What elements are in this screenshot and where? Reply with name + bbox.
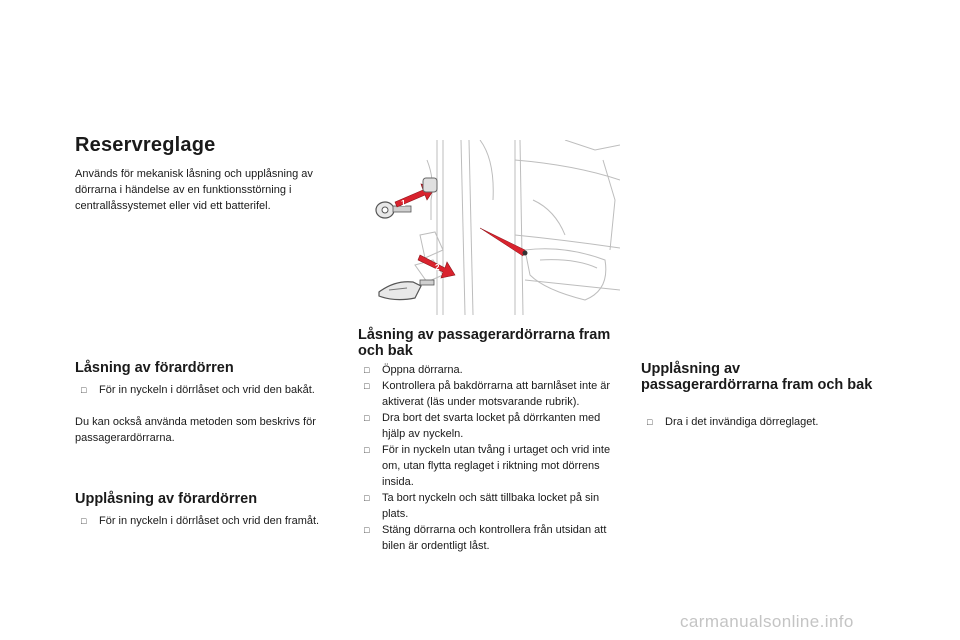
intro-text: Används för mekanisk låsning och upplåsning av dörrarna i händelse av en funktionsstörning i centrallåssystemet eller vid ett batterifel. bbox=[75, 168, 313, 212]
list-item: □ Kontrollera på bakdörrarna att barnlåset inte är aktiverat (läs under motsvarande rubrik). bbox=[364, 380, 611, 408]
bullet-icon: □ bbox=[364, 365, 370, 375]
list-item: □ Ta bort nyckeln och sätt tillbaka locket på sin plats. bbox=[364, 492, 600, 520]
lock-driver-list bbox=[75, 382, 335, 398]
door-lock-diagram bbox=[365, 140, 620, 315]
key-2-icon bbox=[379, 280, 434, 300]
page-title: Reservreglage bbox=[75, 134, 216, 156]
bullet-icon: □ bbox=[364, 493, 370, 503]
section-heading-unlock-passenger: Upplåsning av passagerardörrarna fram och bak bbox=[641, 361, 873, 393]
unlock-driver-list bbox=[75, 513, 335, 529]
list-item: □ För in nyckeln i dörrlåset och vrid den bakåt. bbox=[81, 384, 315, 396]
list-item: □ Stäng dörrarna och kontrollera från utsidan att bilen är ordentligt låst. bbox=[364, 524, 607, 552]
key-1-icon bbox=[376, 202, 411, 218]
lock-passenger-list bbox=[358, 362, 623, 554]
bullet-icon: □ bbox=[364, 413, 370, 423]
label-2: 2 bbox=[435, 263, 440, 272]
list-item: □ För in nyckeln i dörrlåset och vrid den framåt. bbox=[81, 515, 320, 527]
list-item: □ För in nyckeln utan tvång i urtaget och vrid inte om, utan flytta reglaget i riktning mot dörrens insida. bbox=[364, 444, 611, 488]
section-heading-lock-driver: Låsning av förardörren bbox=[75, 360, 234, 376]
bullet-icon: □ bbox=[364, 381, 370, 391]
list-item: □ Öppna dörrarna. bbox=[364, 364, 463, 376]
watermark: carmanualsonline.info bbox=[680, 612, 854, 631]
bullet-icon: □ bbox=[81, 516, 87, 526]
list-item: □ Dra bort det svarta locket på dörrkanten med hjälp av nyckeln. bbox=[364, 412, 601, 440]
door-lock-illustration bbox=[365, 140, 620, 315]
lock-driver-note: Du kan också använda metoden som beskrivs för passagerardörrarna. bbox=[75, 416, 316, 444]
bullet-icon: □ bbox=[647, 417, 653, 427]
label-1: 1 bbox=[401, 199, 406, 208]
list-item: □ Dra i det invändiga dörreglaget. bbox=[647, 416, 819, 428]
bullet-icon: □ bbox=[364, 445, 370, 455]
bullet-icon: □ bbox=[364, 525, 370, 535]
section-heading-lock-passenger: Låsning av passagerardörrarna fram och bak bbox=[358, 327, 611, 359]
unlock-passenger-list bbox=[641, 414, 881, 430]
section-heading-unlock-driver: Upplåsning av förardörren bbox=[75, 491, 258, 507]
bullet-icon: □ bbox=[81, 385, 87, 395]
